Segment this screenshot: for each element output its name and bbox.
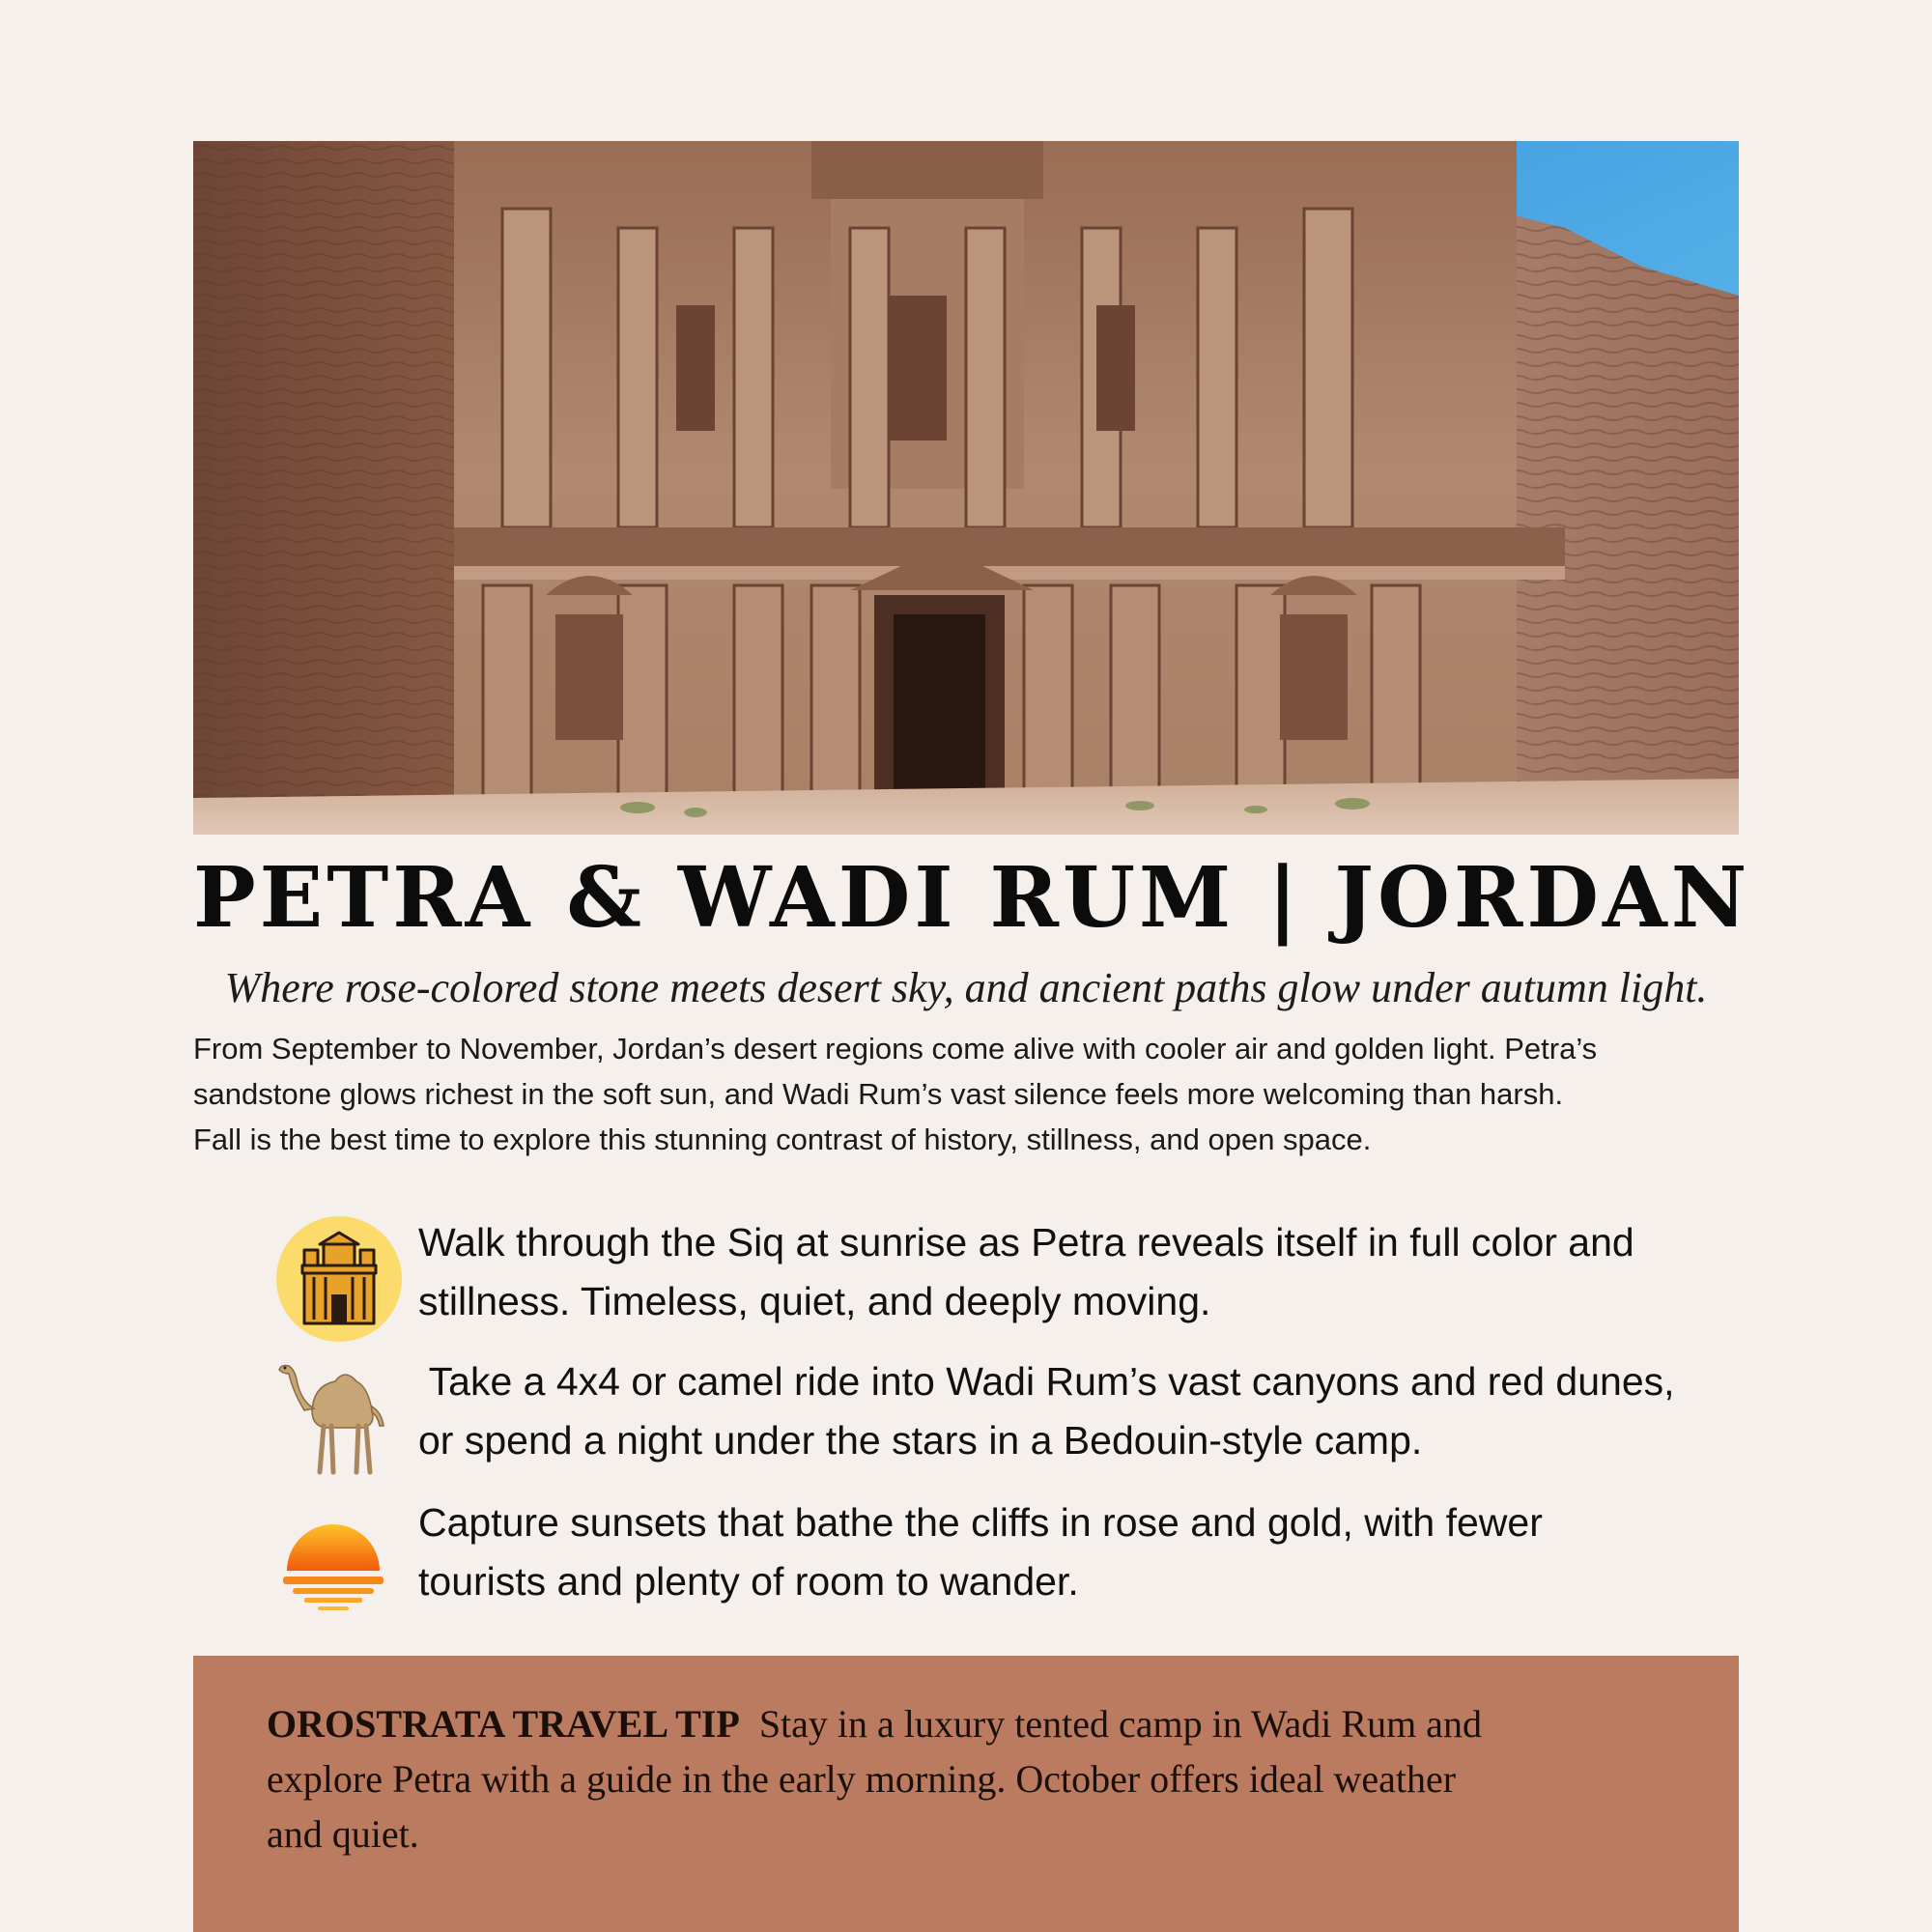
- intro-paragraph: [193, 1026, 1739, 1162]
- travel-tip-text: [267, 1696, 1677, 1861]
- travel-tip-line: and quiet.: [267, 1812, 419, 1856]
- camel-icon: [275, 1352, 411, 1485]
- page-title: PETRA & WADI RUM | JORDAN: [193, 849, 1751, 947]
- sunset-icon: [275, 1507, 391, 1618]
- highlight-text: [418, 1213, 1751, 1331]
- hero-image: [193, 141, 1739, 835]
- page-subtitle: Where rose-colored stone meets desert sky, and ancient paths glow under autumn light.: [224, 964, 1708, 1011]
- highlight-line: Take a 4x4 or camel ride into Wadi Rum’s vast canyons and red dunes,: [418, 1359, 1675, 1404]
- petra-treasury-icon: [275, 1215, 403, 1348]
- intro-line: sandstone glows richest in the soft sun, and Wadi Rum’s vast silence feels more welcoming than harsh.: [193, 1077, 1564, 1111]
- highlight-line: Capture sunsets that bathe the cliffs in rose and gold, with fewer: [418, 1500, 1543, 1545]
- highlight-line: Walk through the Siq at sunrise as Petra reveals itself in full color and: [418, 1220, 1634, 1264]
- intro-line: Fall is the best time to explore this stunning contrast of history, stillness, and open space.: [193, 1122, 1372, 1156]
- highlight-line: tourists and plenty of room to wander.: [418, 1559, 1079, 1604]
- highlight-text: [418, 1493, 1751, 1611]
- highlight-text: [418, 1352, 1751, 1470]
- travel-tip-line: Stay in a luxury tented camp in Wadi Rum and: [739, 1702, 1482, 1746]
- travel-tip-label: OROSTRATA TRAVEL TIP: [267, 1702, 740, 1746]
- petra-monastery-illustration: [193, 141, 1739, 835]
- highlight-line: stillness. Timeless, quiet, and deeply moving.: [418, 1279, 1211, 1323]
- intro-line: From September to November, Jordan’s desert regions come alive with cooler air and golden light. Petra’s: [193, 1032, 1598, 1065]
- travel-tip-box: [193, 1656, 1739, 1932]
- travel-tip-line: explore Petra with a guide in the early morning. October offers ideal weather: [267, 1757, 1457, 1801]
- highlight-line: or spend a night under the stars in a Bedouin-style camp.: [418, 1418, 1423, 1463]
